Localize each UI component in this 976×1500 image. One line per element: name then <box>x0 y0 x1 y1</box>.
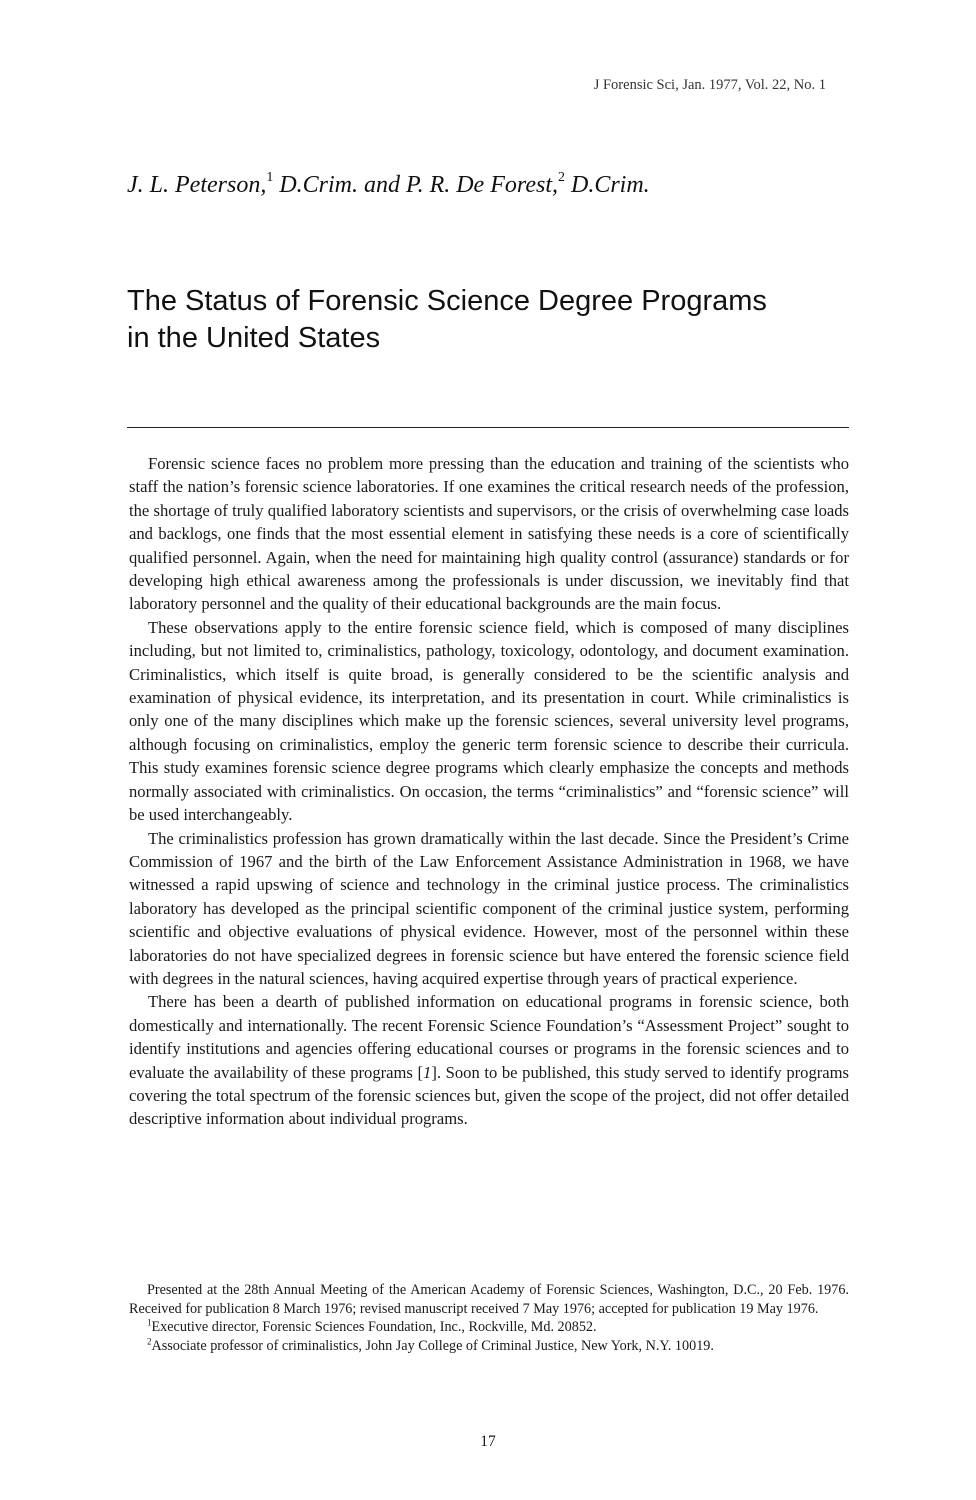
author-line <box>127 172 650 199</box>
paragraph-4-text-start: There has been a dearth of published information on educational programs in forensic science, both domestically and internationally. The recent Forensic Science Foundation’s “Assessment Project” sought to identify institutions and agencies offering educational courses or programs in the forensic sciences and to evaluate the availability of these programs [ <box>129 992 849 1082</box>
footnote-1 <box>129 1318 849 1337</box>
author-1-degree: D.Crim. <box>279 172 358 198</box>
reference-citation: 1 <box>423 1062 432 1082</box>
author-1-name: J. L. Peterson, <box>127 172 267 198</box>
author-2-name: P. R. De Forest, <box>406 172 558 198</box>
title-line-1: The Status of Forensic Science Degree Programs <box>127 285 767 317</box>
page-number: 17 <box>480 1433 496 1450</box>
body-paragraph-3: The criminalistics profession has grown dramatically within the last decade. Since the President’s Crime Commission of 1967 and the birth of the Law Enforcement Assistance Administration in 1968, we have witnessed a rapid upswing of science and technology in the criminal justice process. The criminalistics laboratory has developed as the principal scientific component of the criminal justice system, performing scientific and objective evaluations of physical evidence. However, most of the personnel within these laboratories do not have specialized degrees in forensic science but have entered the forensic science field with degrees in the natural sciences, having acquired expertise through years of practical experience. <box>129 828 849 988</box>
footnote-2-mark: 2 <box>147 1336 152 1347</box>
article-title <box>127 283 867 357</box>
footnotes <box>129 1281 849 1356</box>
author-1-footnote-mark: 1 <box>266 170 274 185</box>
author-connector: and <box>364 172 400 198</box>
footnote-2-text: Associate professor of criminalistics, John Jay College of Criminal Justice, New York, N.Y. 10019. <box>151 1338 714 1355</box>
title-line-2: in the United States <box>127 322 381 354</box>
footnote-2 <box>129 1337 849 1356</box>
journal-reference: J Forensic Sci, Jan. 1977, Vol. 22, No. 1 <box>593 77 826 93</box>
footnote-1-text: Executive director, Forensic Sciences Foundation, Inc., Rockville, Md. 20852. <box>151 1319 597 1336</box>
body-paragraph-2: These observations apply to the entire forensic science field, which is composed of many disciplines including, but not limited to, criminalistics, pathology, toxicology, odontology, and document examination. Criminalistics, which itself is quite broad, is generally considered to be the scientific analysis and examination of physical evidence, its interpretation, and its presentation in court. While criminalistics is only one of the many disciplines which make up the forensic sciences, several university level programs, although focusing on criminalistics, employ the generic term forensic science to describe their curricula. This study examines forensic science degree programs which clearly emphasize the concepts and methods normally associated with criminalistics. On occasion, the terms “criminalistics” and “forensic science” will be used interchangeably. <box>129 617 849 825</box>
paragraph-4-text-end: ]. Soon to be published, this study served to identify programs covering the total spectrum of the forensic sciences but, given the scope of the project, did not offer detailed descriptive information about individual programs. <box>129 1062 849 1129</box>
title-divider <box>127 427 849 428</box>
body-paragraph-4 <box>129 990 849 1130</box>
body-paragraph-1: Forensic science faces no problem more pressing than the education and training of the scientists who staff the nation’s forensic science laboratories. If one examines the critical research needs of the profession, the shortage of truly qualified laboratory scientists and supervisors, or the crisis of overwhelming case loads and backlogs, one finds that the most essential element in satisfying these needs is a core of scientifically qualified personnel. Again, when the need for maintaining high quality control (assurance) standards or for developing high ethical awareness among the professionals is under discussion, we inevitably find that laboratory personnel and the quality of their educational backgrounds are the main focus. <box>129 454 849 614</box>
author-2-footnote-mark: 2 <box>557 170 565 185</box>
footnote-presentation: Presented at the 28th Annual Meeting of the American Academy of Forensic Sciences, Washington, D.C., 20 Feb. 1976. Received for publication 8 March 1976; revised manuscript received 7 May 1976; accepted for publication 19 May 1976. <box>129 1282 849 1317</box>
author-2-degree: D.Crim. <box>570 172 650 198</box>
footnote-1-mark: 1 <box>147 1317 152 1328</box>
article-body <box>129 452 849 1131</box>
